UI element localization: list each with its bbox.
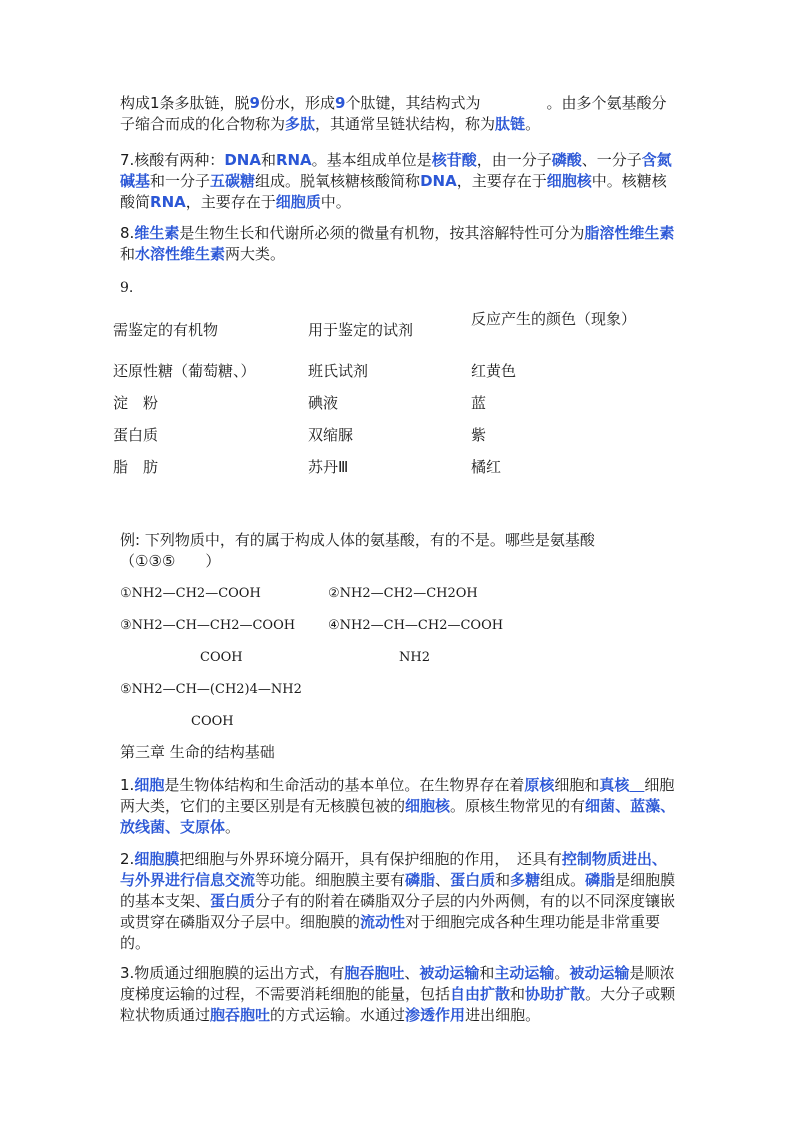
text: 分子有的附着在磷脂双分子层的内外两侧，有的以不同深度镶嵌或贯穿在磷脂双分子层中。细胞膜的 [120,892,676,931]
keyword: 9 [249,94,260,112]
text: 和 [495,871,511,889]
text: 份水，形成 [259,94,335,112]
text: 和 [510,985,526,1003]
keyword: 、 [660,797,676,815]
keyword: 磷脂 [585,871,616,889]
keyword: 细胞膜 [134,850,180,868]
keyword: 蓝藻 [630,797,661,815]
keyword: DNA [420,172,457,190]
keyword: 与外界进行信息交流 [120,871,256,889]
keyword: 协助扩散 [525,985,586,1003]
text: 。基本组成单位是 [311,151,432,169]
text: 、 [435,871,451,889]
text: ，其通常呈链状结构，称为 [315,115,496,133]
text: ，主要存在于 [456,172,547,190]
chapter-heading: 第三章 生命的结构基础 [120,743,275,761]
example-question: 例: 下列物质中，有的属于构成人体的氨基酸，有的不是。哪些是氨基酸（①③⑤ ） [120,531,595,570]
text: 是细胞膜的基本支架、 [120,871,676,910]
table-cell: 苏丹Ⅲ [308,458,349,476]
keyword: 维生素 [134,224,180,242]
table-cell: 双缩脲 [308,426,354,444]
paragraph-transport [120,963,680,1026]
keyword: 胞吞胞吐 [344,964,405,982]
text: 的方式运输。水通过 [270,1006,406,1024]
text: 。原核生物常见的有 [450,797,586,815]
text: 。 [554,964,570,982]
formula: ⑤NH2—CH—(CH2)4—NH2 [120,682,302,697]
formula: ②NH2—CH2—CH2OH [328,586,478,601]
text: ，由一分子 [476,151,552,169]
keyword: 胞吞胞吐 [210,1006,271,1024]
text: 进出细胞。 [465,1006,541,1024]
keyword: RNA [275,151,312,169]
table-cell: 还原性糖（葡萄糖、） [113,362,256,380]
text: 1. [120,776,135,794]
keyword: 主动运输 [494,964,555,982]
formula: ①NH2—CH2—COOH [120,586,261,601]
keyword: 细胞核 [405,797,451,815]
table-cell: 红黄色 [471,362,517,380]
item-number-9: 9. [120,280,134,296]
keyword: 原核 [524,776,555,794]
keyword: 渗透作用 [405,1006,466,1024]
paragraph-vitamin [120,223,680,265]
text: 和 [260,151,276,169]
keyword: 细菌 [585,797,616,815]
keyword: 、 [615,797,631,815]
text: 个肽键，其结构式为 [345,94,481,112]
text: 。由多个氨基酸分子缩合而成的化合物称为 [120,94,667,133]
text: 、 [404,964,420,982]
keyword: 被动运输 [419,964,480,982]
paragraph-peptide [120,93,680,135]
keyword: 细胞 [134,776,165,794]
keyword: 被动运输 [569,964,630,982]
text: 构成1条多肽链，脱 [120,94,250,112]
formula-substituent: COOH [191,714,234,729]
text: 是顺浓度梯度运输的过程，不需要消耗细胞的能量，包括 [120,964,675,1003]
text: 3.物质通过细胞膜的运出方式，有 [120,964,345,982]
text: 是生物体结构和生命活动的基本单位。在生物界存在着 [164,776,525,794]
text: 和一分子 [150,172,211,190]
formula: ③NH2—CH—CH2—COOH [120,618,296,633]
text: 。 [225,818,241,836]
keyword: 水溶性维生素 [135,245,226,263]
text: 把细胞与外界环境分隔开，具有保护细胞的作用， 还具有 [179,850,562,868]
keyword: 细胞核 [546,172,592,190]
table-header: 需鉴定的有机物 [113,321,219,339]
table-cell: 橘红 [471,458,502,476]
text: 细胞两大类，它们的主要区别是有无核膜包被的 [120,776,675,815]
table-cell: 蛋白质 [113,426,159,444]
text: 8. [120,224,135,242]
text: 等功能。细胞膜主要有 [255,871,406,889]
formula-substituent: NH2 [399,650,430,665]
text: 。大分子或颗粒状物质通过 [120,985,676,1024]
text: 细胞和 [554,776,600,794]
text: 组成。脱氧核糖核酸简称 [255,172,421,190]
text: 、一分子 [581,151,642,169]
paragraph-nucleic-acid [120,150,680,213]
text: 2. [120,850,135,868]
keyword: 含氮碱基 [120,151,672,190]
keyword: 脂溶性维生素 [584,224,675,242]
formula: ④NH2—CH—CH2—COOH [328,618,504,633]
text: 是生物生长和代谢所必须的微量有机物，按其溶解特性可分为 [179,224,585,242]
keyword: 磷酸 [551,151,582,169]
table-cell: 淀 粉 [113,394,159,412]
keyword: 核苷酸 [431,151,477,169]
table-cell: 脂 肪 [113,458,159,476]
keyword: 肽链 [495,115,526,133]
table-header: 反应产生的颜色（现象） [471,310,637,328]
formula-substituent: COOH [200,650,243,665]
keyword: 真核 [599,776,630,794]
keyword: 多肽 [285,115,316,133]
keyword: 放线菌 [120,818,166,836]
keyword: 、 [651,850,667,868]
keyword: RNA [150,193,186,211]
text: 。 [525,115,541,133]
keyword: 五碳糖 [210,172,256,190]
text: 和 [479,964,495,982]
keyword: 蛋白质 [450,871,496,889]
keyword: 自由扩散 [450,985,511,1003]
keyword: 9 [335,94,346,112]
paragraph-cell-membrane [120,849,680,954]
keyword-blank [629,776,644,794]
text: 中。核糖核酸简 [120,172,667,211]
keyword: 磷脂 [405,871,436,889]
keyword: 控制物质进出 [561,850,652,868]
table-cell: 班氏试剂 [308,362,369,380]
keyword: 、 [165,818,181,836]
text: 对于细胞完成各种生理功能是非常重要的。 [120,913,661,952]
text: 7.核酸有两种： [120,151,225,169]
keyword: 多糖 [510,871,541,889]
text: 组成。 [540,871,586,889]
keyword: 支原体 [180,818,226,836]
text: 和 [120,245,136,263]
keyword: 流动性 [360,913,406,931]
table-cell: 碘液 [308,394,339,412]
keyword: 细胞质 [275,193,321,211]
table-cell: 紫 [471,426,487,444]
table-cell: 蓝 [471,394,487,412]
keyword: DNA [224,151,261,169]
paragraph-cell [120,775,680,838]
text: 两大类。 [225,245,286,263]
keyword: 蛋白质 [210,892,256,910]
text: 中。 [320,193,351,211]
text: ，主要存在于 [185,193,276,211]
table-header: 用于鉴定的试剂 [308,321,414,339]
